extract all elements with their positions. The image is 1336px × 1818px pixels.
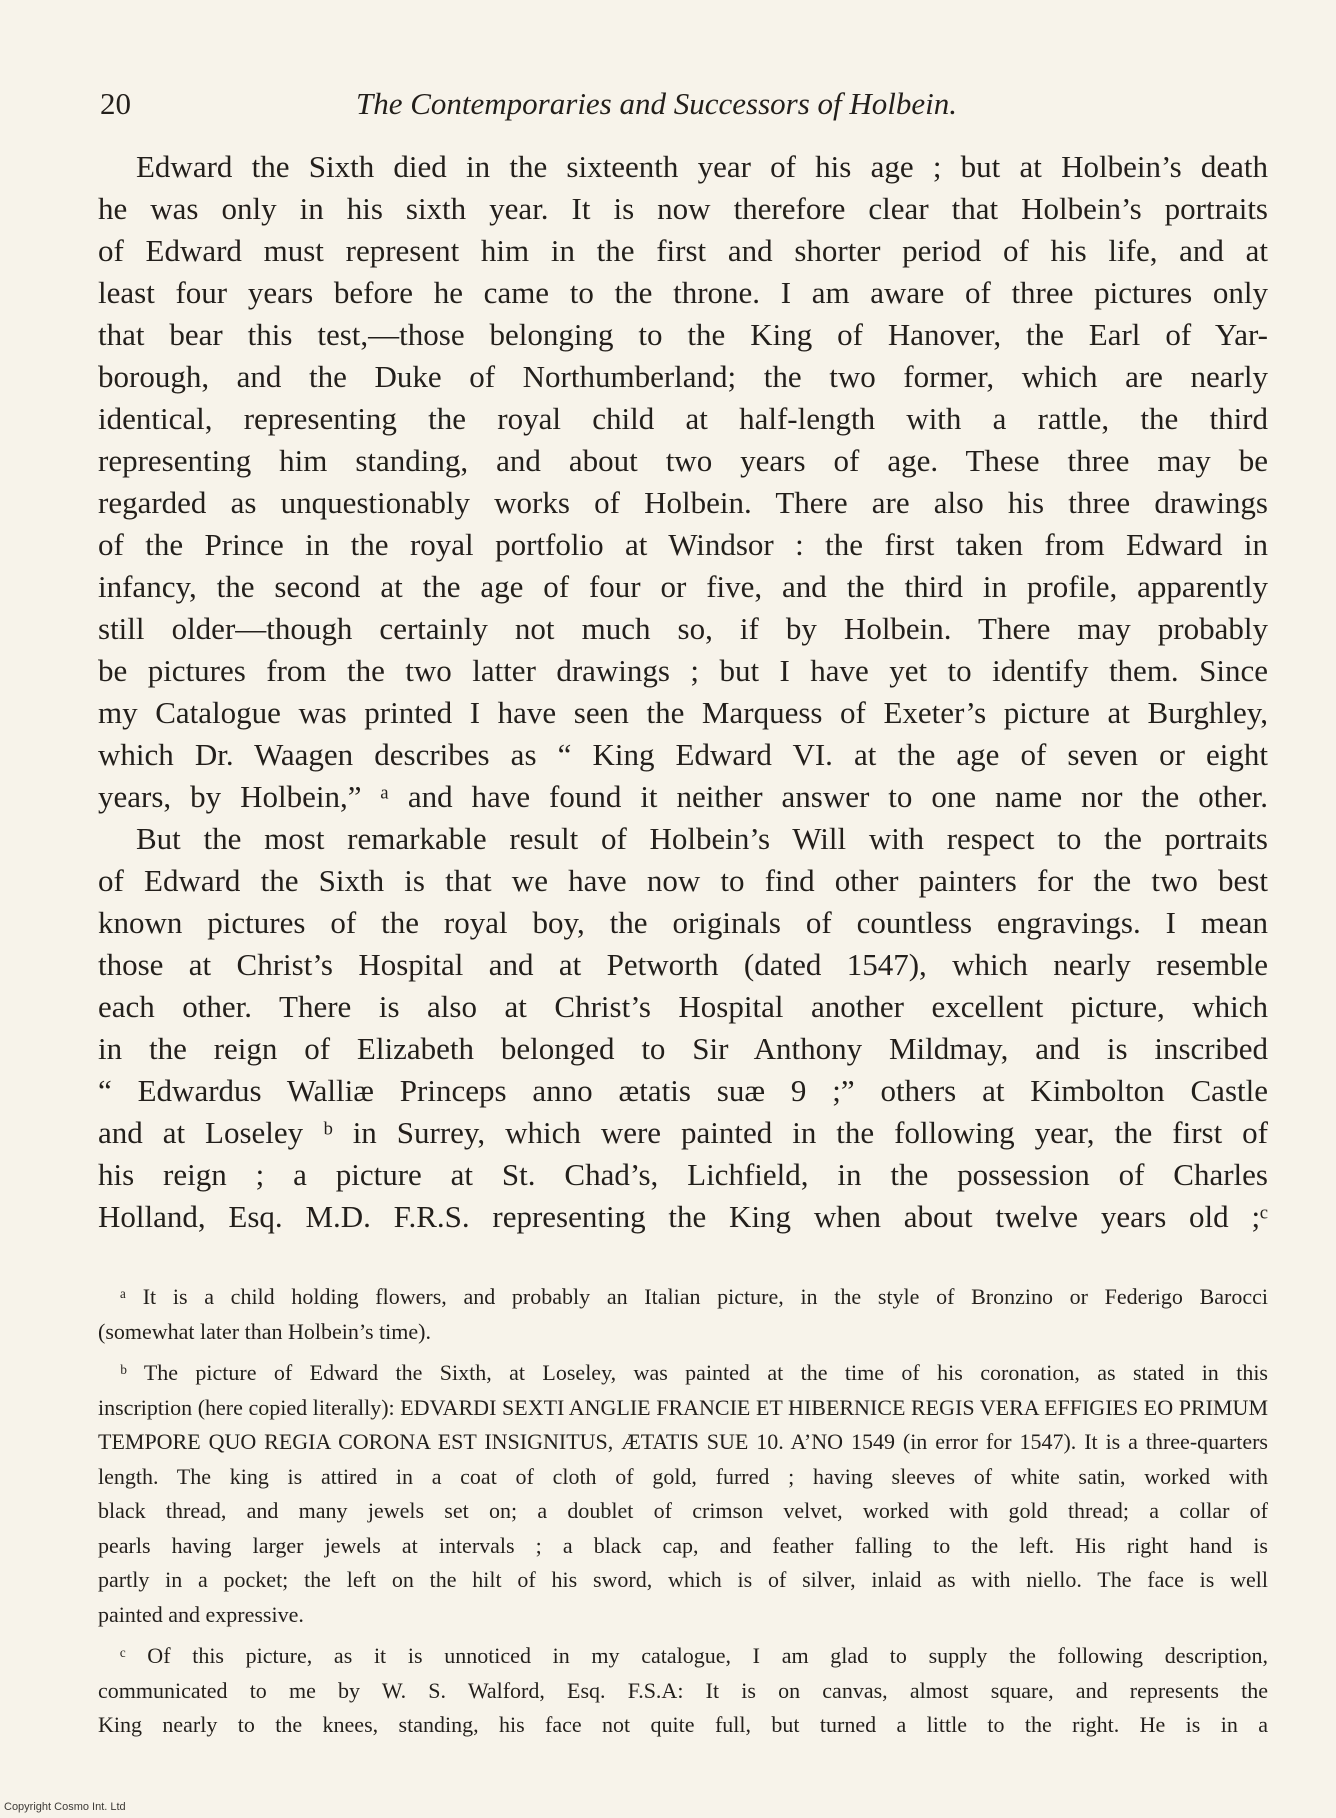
- footnote-line: King nearly to the knees, standing, his face not quite full, but turned a little to the right. He is in a: [98, 1712, 1268, 1737]
- body-line: known pictures of the royal boy, the originals of countless engravings. I mean: [98, 905, 1268, 940]
- body-line: “ Edwardus Walliæ Princeps anno ætatis suæ 9 ;” others at Kimbolton Castle: [98, 1073, 1268, 1108]
- running-title: The Contemporaries and Successors of Holbein.: [356, 86, 958, 121]
- body-line: of Edward the Sixth is that we have now to find other painters for the two best: [98, 863, 1268, 898]
- body-line: Holland, Esq. M.D. F.R.S. representing the King when about twelve years old ;ᶜ: [98, 1199, 1268, 1234]
- body-line: of Edward must represent him in the first and shorter period of his life, and at: [98, 233, 1268, 268]
- body-line: that bear this test,—those belonging to the King of Hanover, the Earl of Yar-: [98, 317, 1268, 352]
- footnote-a: [98, 1280, 1268, 1349]
- body-line: which Dr. Waagen describes as “ King Edward VI. at the age of seven or eight: [98, 737, 1268, 772]
- footnote-line: pearls having larger jewels at intervals ; a black cap, and feather falling to the left. His right hand is: [98, 1532, 1268, 1558]
- body-line: my Catalogue was printed I have seen the Marquess of Exeter’s picture at Burghley,: [98, 695, 1268, 730]
- body-line: representing him standing, and about two years of age. These three may be: [98, 443, 1268, 478]
- body-line: each other. There is also at Christ’s Hospital another excellent picture, which: [98, 989, 1268, 1024]
- body-line: of the Prince in the royal portfolio at Windsor : the first taken from Edward in: [98, 527, 1268, 562]
- footnote-line: ᶜ Of this picture, as it is unnoticed in my catalogue, I am glad to supply the following description,: [120, 1643, 1268, 1668]
- body-line: Edward the Sixth died in the sixteenth year of his age ; but at Holbein’s death: [136, 149, 1268, 184]
- footnote-line: partly in a pocket; the left on the hilt of his sword, which is of silver, inlaid as with niello. The face is well: [98, 1567, 1268, 1592]
- footnote-line: ᵇ The picture of Edward the Sixth, at Loseley, was painted at the time of his coronation, as stated in this: [120, 1360, 1268, 1385]
- footnote-line: (somewhat later than Holbein’s time).: [98, 1318, 431, 1344]
- body-line: those at Christ’s Hospital and at Petworth (dated 1547), which nearly resemble: [98, 947, 1268, 982]
- footnote-line: ᵃ It is a child holding flowers, and probably an Italian picture, in the style of Bronzino or Federigo Barocci: [120, 1284, 1268, 1309]
- footnote-line: black thread, and many jewels set on; a doublet of crimson velvet, worked with gold thread; a collar of: [98, 1498, 1268, 1523]
- footnote-line: TEMPORE QUO REGIA CORONA EST INSIGNITUS, ÆTATIS SUE 10. A’NO 1549 (in error for 1547). It is a three-quarters: [98, 1429, 1268, 1454]
- footnote-c: [98, 1639, 1268, 1743]
- body-line: be pictures from the two latter drawings ; but I have yet to identify them. Since: [98, 653, 1268, 688]
- body-line: But the most remarkable result of Holbein’s Will with respect to the portraits: [136, 821, 1268, 856]
- body-line: in the reign of Elizabeth belonged to Sir Anthony Mildmay, and is inscribed: [98, 1031, 1268, 1066]
- body-line: least four years before he came to the throne. I am aware of three pictures only: [98, 275, 1268, 310]
- body-line: still older—though certainly not much so, if by Holbein. There may probably: [98, 611, 1268, 646]
- body-line: borough, and the Duke of Northumberland; the two former, which are nearly: [98, 359, 1268, 394]
- body-line: identical, representing the royal child at half-length with a rattle, the third: [98, 401, 1268, 436]
- footnote-line: communicated to me by W. S. Walford, Esq. F.S.A: It is on canvas, almost square, and represents the: [98, 1677, 1268, 1703]
- body-line: years, by Holbein,” ᵃ and have found it neither answer to one name nor the other.: [98, 779, 1268, 814]
- footnote-line: inscription (here copied literally): EDVARDI SEXTI ANGLIE FRANCIE ET HIBERNICE REGIS VERA EFFIGIES EO PRIMUM: [98, 1394, 1268, 1420]
- copyright-notice: Copyright Cosmo Int. Ltd: [4, 1801, 126, 1813]
- body-line: regarded as unquestionably works of Holbein. There are also his three drawings: [98, 485, 1268, 520]
- body-line: and at Loseley ᵇ in Surrey, which were painted in the following year, the first of: [98, 1115, 1268, 1150]
- body-text: [98, 146, 1268, 1238]
- body-line: he was only in his sixth year. It is now therefore clear that Holbein’s portraits: [98, 191, 1268, 226]
- footnote-line: painted and expressive.: [98, 1601, 304, 1627]
- footnote-line: length. The king is attired in a coat of cloth of gold, furred ; having sleeves of white satin, worked with: [98, 1463, 1268, 1489]
- body-line: infancy, the second at the age of four or five, and the third in profile, apparently: [98, 569, 1268, 604]
- footnote-b: [98, 1356, 1268, 1632]
- footnotes: [98, 1280, 1268, 1743]
- body-line: his reign ; a picture at St. Chad’s, Lichfield, in the possession of Charles: [98, 1157, 1268, 1192]
- page-number: 20: [100, 86, 131, 121]
